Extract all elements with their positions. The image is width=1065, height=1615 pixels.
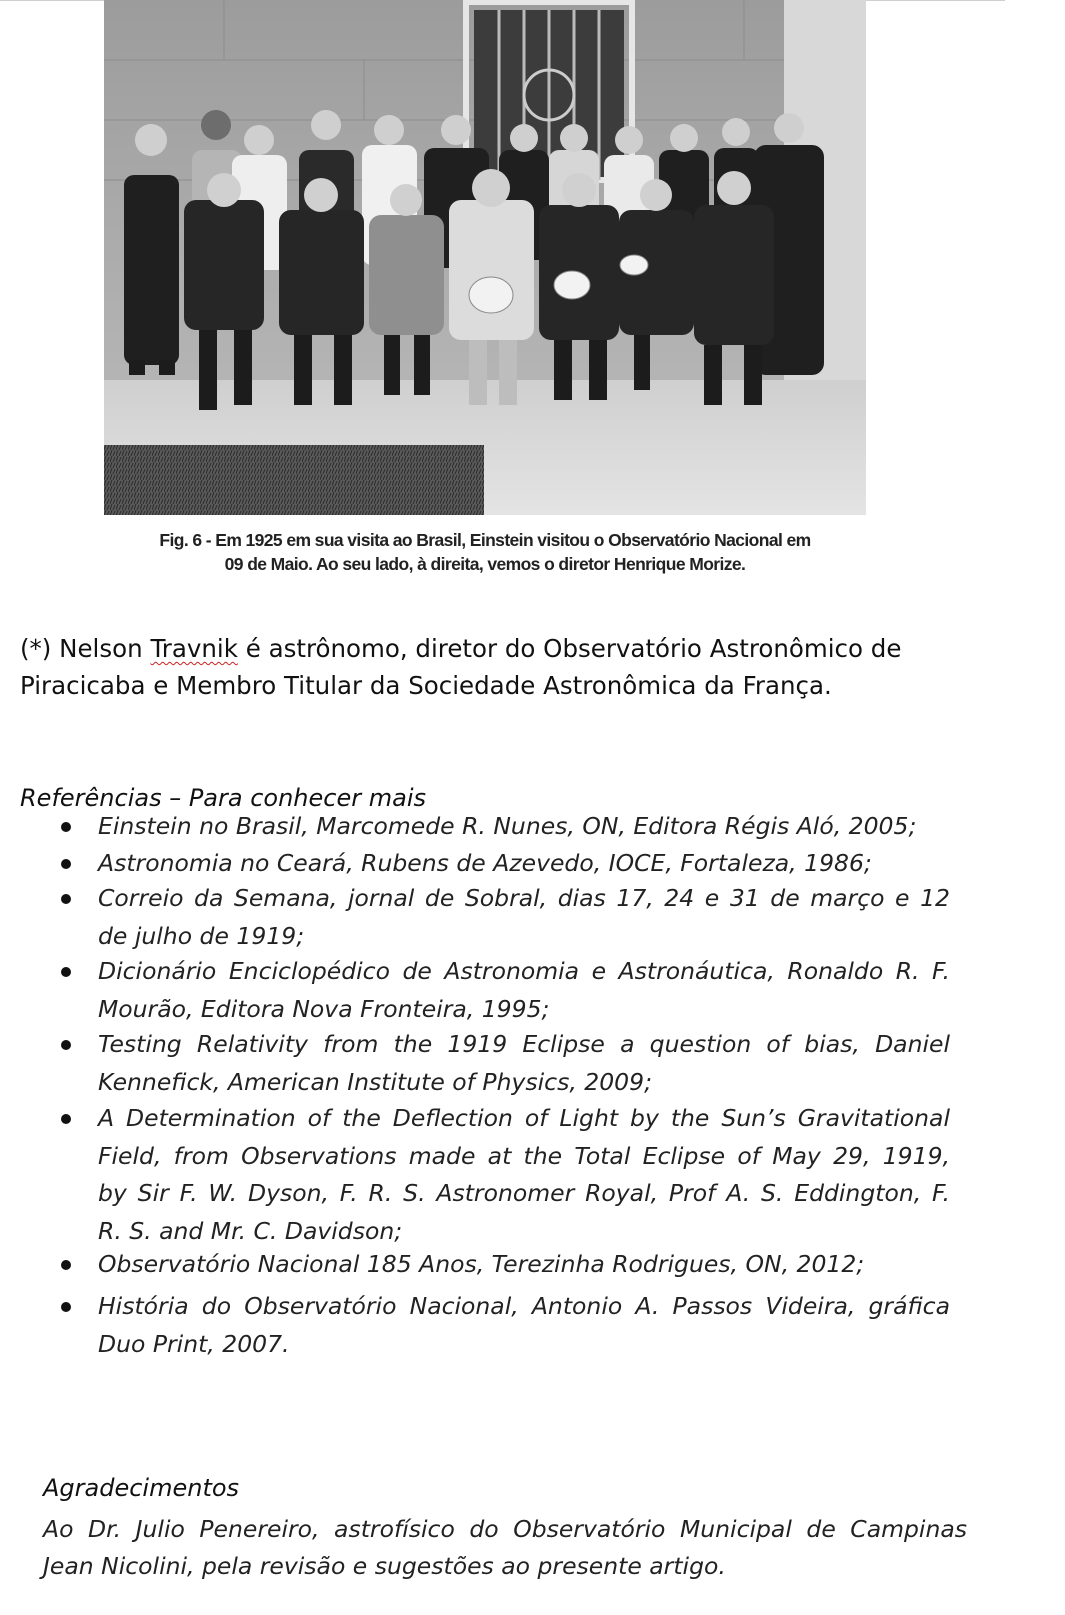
reference-line: Astronomia no Ceará, Rubens de Azevedo, IOCE, Fortaleza, 1986; <box>98 849 872 877</box>
reference-line: Kennefick, American Institute of Physics, 2009; <box>98 1067 652 1096</box>
figure-caption <box>104 528 866 576</box>
reference-line: Mourão, Editora Nova Fronteira, 1995; <box>98 994 550 1023</box>
bullet-icon <box>61 822 71 832</box>
reference-text <box>98 808 950 846</box>
group-photo-image <box>104 0 866 515</box>
reference-line: R. S. and Mr. C. Davidson; <box>98 1216 403 1245</box>
caption-line-2: 09 de Maio. Ao seu lado, à direita, vemos o diretor Henrique Morize. <box>224 554 746 574</box>
acknowledgements-text <box>43 1511 967 1585</box>
reference-line: Dicionário Enciclopédico de Astronomia e Astronáutica, Ronaldo R. F. <box>98 957 950 985</box>
reference-text <box>98 1246 950 1284</box>
bullet-icon <box>61 967 71 977</box>
bullet-icon <box>61 1040 71 1050</box>
caption-line-1: Fig. 6 - Em 1925 em sua visita ao Brasil, Einstein visitou o Observatório Nacional em <box>159 530 811 550</box>
reference-line: Einstein no Brasil, Marcomede R. Nunes, ON, Editora Régis Aló, 2005; <box>98 812 917 840</box>
reference-text <box>98 845 950 883</box>
references-title: Referências – Para conhecer mais <box>20 784 426 812</box>
reference-line: by Sir F. W. Dyson, F. R. S. Astronomer Royal, Prof A. S. Eddington, F. <box>98 1179 950 1207</box>
reference-line: Testing Relativity from the 1919 Eclipse a question of bias, Daniel <box>98 1030 950 1058</box>
reference-text <box>98 1026 950 1101</box>
bullet-icon <box>61 859 71 869</box>
author-note <box>20 630 960 704</box>
reference-line: História do Observatório Nacional, Antonio A. Passos Videira, gráfica <box>98 1292 950 1320</box>
reference-line: Duo Print, 2007. <box>98 1329 290 1358</box>
reference-text <box>98 1100 950 1250</box>
acknowledgements-title: Agradecimentos <box>43 1474 240 1502</box>
acknowledgements-line-1: Ao Dr. Julio Penereiro, astrofísico do Observatório Municipal de Campinas <box>43 1515 967 1543</box>
reference-line: Field, from Observations made at the Total Eclipse of May 29, 1919, <box>98 1141 950 1170</box>
acknowledgements-line-2: Jean Nicolini, pela revisão e sugestões ao presente artigo. <box>43 1552 726 1580</box>
reference-line: A Determination of the Deflection of Light by the Sun’s Gravitational <box>98 1104 950 1132</box>
bullet-icon <box>61 894 71 904</box>
reference-line: Observatório Nacional 185 Anos, Terezinha Rodrigues, ON, 2012; <box>98 1250 865 1278</box>
bullet-icon <box>61 1260 71 1270</box>
reference-text <box>98 880 950 955</box>
reference-line: Correio da Semana, jornal de Sobral, dias 17, 24 e 31 de março e 12 <box>98 884 950 912</box>
bullet-icon <box>61 1302 71 1312</box>
bullet-icon <box>61 1114 71 1124</box>
author-note-line-1: (*) Nelson Travnik é astrônomo, diretor do Observatório Astronômico de <box>20 634 902 663</box>
reference-line: de julho de 1919; <box>98 921 305 950</box>
author-name: Travnik <box>150 634 238 663</box>
reference-text <box>98 953 950 1028</box>
author-note-line-2: Piracicaba e Membro Titular da Sociedade Astronômica da França. <box>20 671 832 700</box>
reference-text <box>98 1288 950 1363</box>
